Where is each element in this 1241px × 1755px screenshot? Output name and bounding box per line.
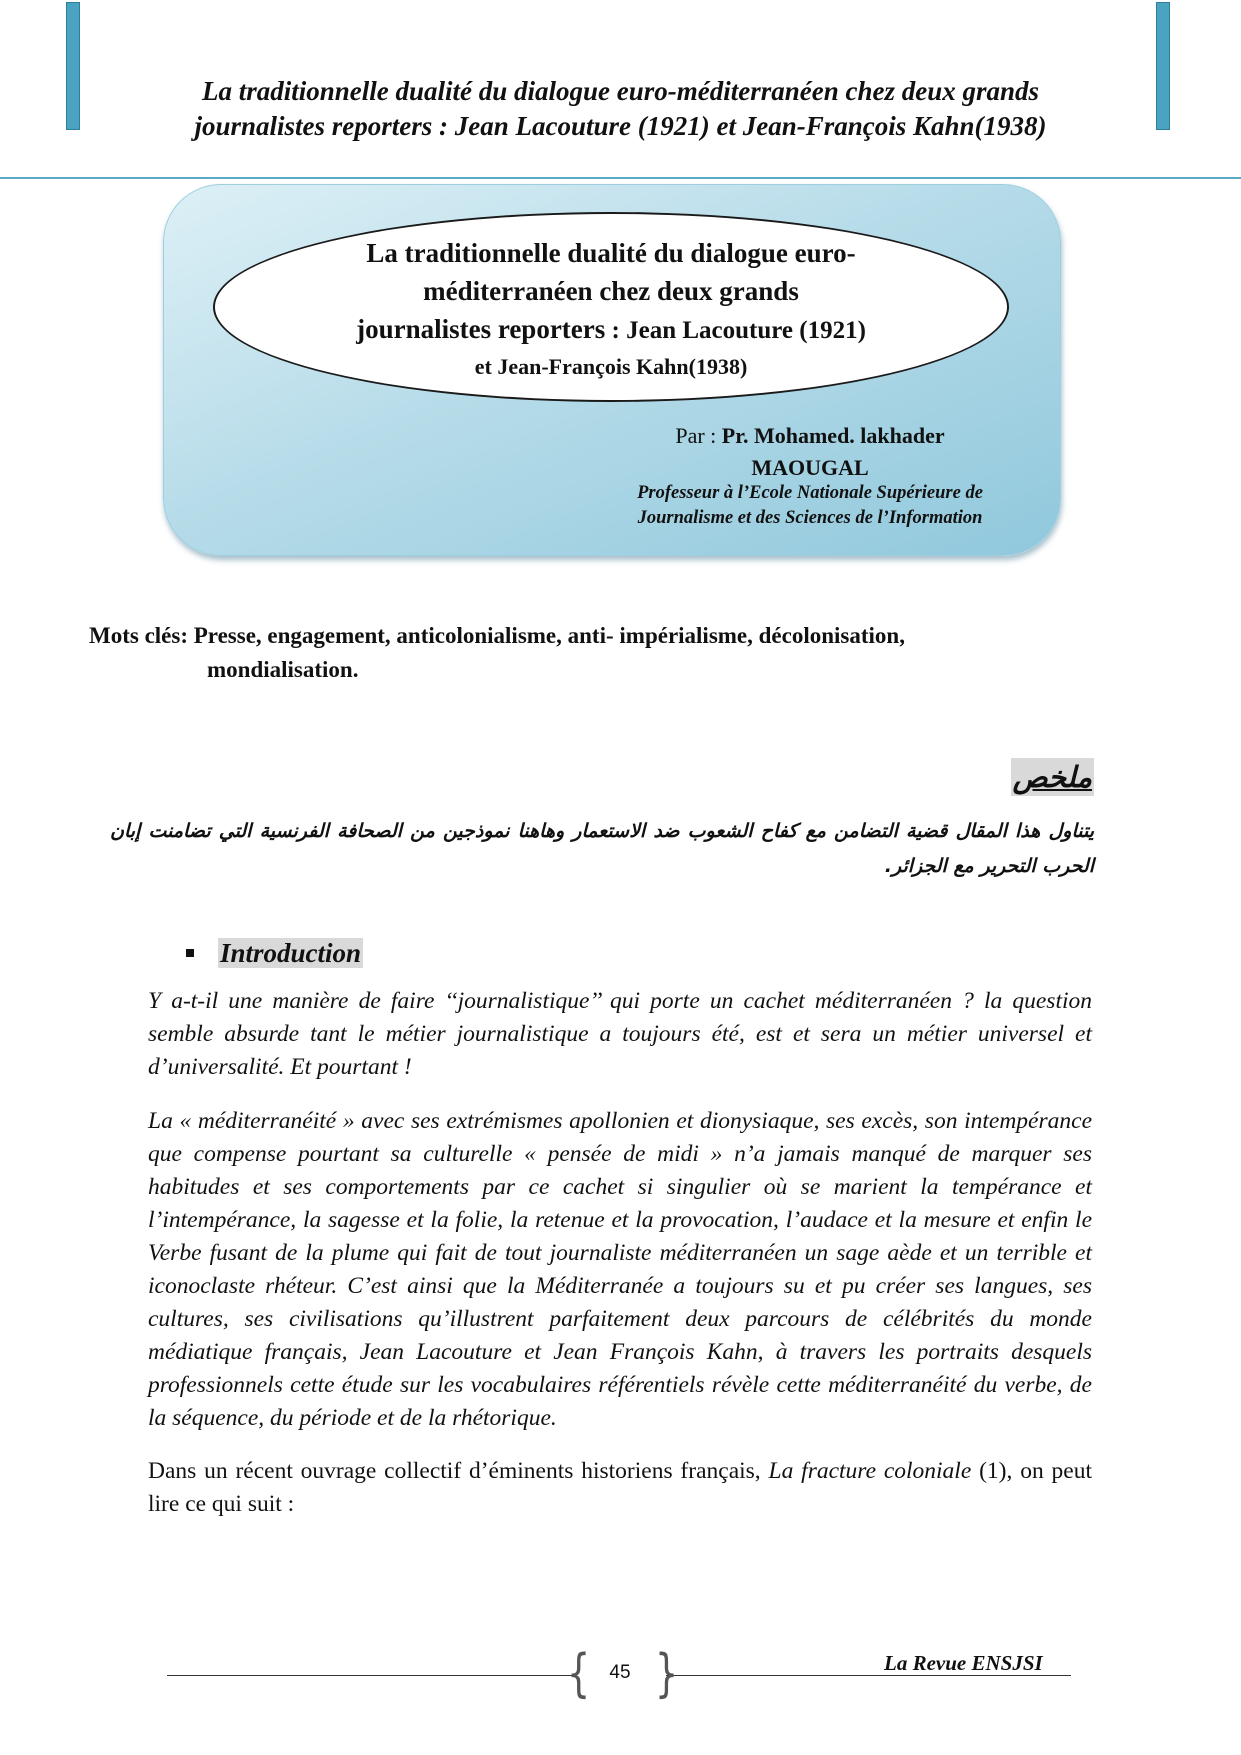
book-title: La fracture coloniale <box>768 1458 972 1484</box>
page-number: 45 <box>609 1662 631 1683</box>
introduction-heading <box>186 934 363 972</box>
author-affiliation <box>600 481 1020 531</box>
keywords <box>89 619 1089 687</box>
title-line-3-rest: : Jean Lacouture (1921) <box>605 317 866 344</box>
introduction-label: Introduction <box>220 938 362 968</box>
author-line-1 <box>600 420 1020 452</box>
title-line-2: méditerranéen chez deux grands <box>423 276 799 306</box>
par-label: Par : <box>675 423 722 448</box>
paragraph-3-start: Dans un récent ouvrage collectif d’éminents historiens français, <box>148 1458 769 1484</box>
running-head-line-1: La traditionnelle dualité du dialogue euro-méditerranéen chez deux grands <box>201 76 1040 106</box>
author-name: Pr. Mohamed. lakhader <box>721 423 945 448</box>
title-line-1: La traditionnelle dualité du dialogue euro- <box>366 238 856 268</box>
title-line-3 <box>213 310 1009 350</box>
abstract-heading: ملخص <box>1012 760 1092 794</box>
running-head <box>100 74 1141 144</box>
journal-name: La Revue ENSJSI <box>884 1651 1043 1675</box>
paragraph-2: La « méditerranéité » avec ses extrémismes apollonien et dionysiaque, ses excès, son intempérance que compense pourtant sa culturelle « pensée de midi » n’a jamais manqué de marquer ses habitudes et ses comportements par ce cachet si singulier où se marient la tempérance et l’intempérance, la sagesse et la folie, la retenue et la provocation, l’audace et la mesure et enfin le Verbe fusant de la plume qui fait de tout journaliste méditerranéen un sage aède et un terrible et iconoclaste rhéteur. C’est ainsi que la Méditerranée a toujours su et pu créer ses langues, ses cultures, ses civilisations qu’illustrent parfaitement deux parcours de célébrités du monde médiatique français, Jean Lacouture et Jean François Kahn, à travers les portraits desquels professionnels cette étude sur les vocabulaires référentiels révèle cette méditerranéité du verbe, de la séquence, du période et de la rhétorique. <box>148 1108 1092 1431</box>
keywords-line-2: mondialisation. <box>207 657 359 682</box>
title-line-3-bold: journalistes reporters <box>356 314 606 344</box>
header-rule <box>0 177 1241 179</box>
author-surname: MAOUGAL <box>751 455 869 480</box>
bullet-icon <box>186 949 194 957</box>
affiliation-line-1: Professeur à l’Ecole Nationale Supérieure de <box>637 483 983 503</box>
author-line-2 <box>600 452 1020 484</box>
abstract-text: يتناول هذا المقال قضية التضامن مع كفاح الشعوب ضد الاستعمار وهاهنا نموذجين من الصحافة الفرنسية التي تضامنت إبان الحرب التحرير مع الجزائر. <box>110 820 1094 877</box>
paragraph-3-end: (1), on peut lire ce qui suit : <box>148 1458 1092 1517</box>
running-head-line-2: journalistes reporters : Jean Lacouture (1921) et Jean-François Kahn(1938) <box>194 111 1047 141</box>
byline <box>600 420 1020 484</box>
affiliation-line-2: Journalisme et des Sciences de l’Information <box>637 508 983 528</box>
keywords-line-1: Mots clés: Presse, engagement, anticolonialisme, anti- impérialisme, décolonisation, <box>89 623 905 648</box>
footer-brace-left: { <box>566 1644 591 1704</box>
header-decor-bar-right <box>1156 2 1170 130</box>
header-decor-bar-left <box>66 2 80 130</box>
paragraph-3 <box>148 1455 1092 1521</box>
footer-brace-right: } <box>654 1644 679 1704</box>
footer-rule-left <box>167 1675 574 1676</box>
article-title <box>213 234 1009 384</box>
paragraph-1: Y a-t-il une manière de faire ‘‘journalistique’’ qui porte un cachet méditerranéen ? la question semble absurde tant le métier journalistique a toujours été, est et sera un métier universel et d’universalité. Et pourtant ! <box>148 988 1092 1080</box>
title-line-4: et Jean-François Kahn(1938) <box>474 354 748 379</box>
